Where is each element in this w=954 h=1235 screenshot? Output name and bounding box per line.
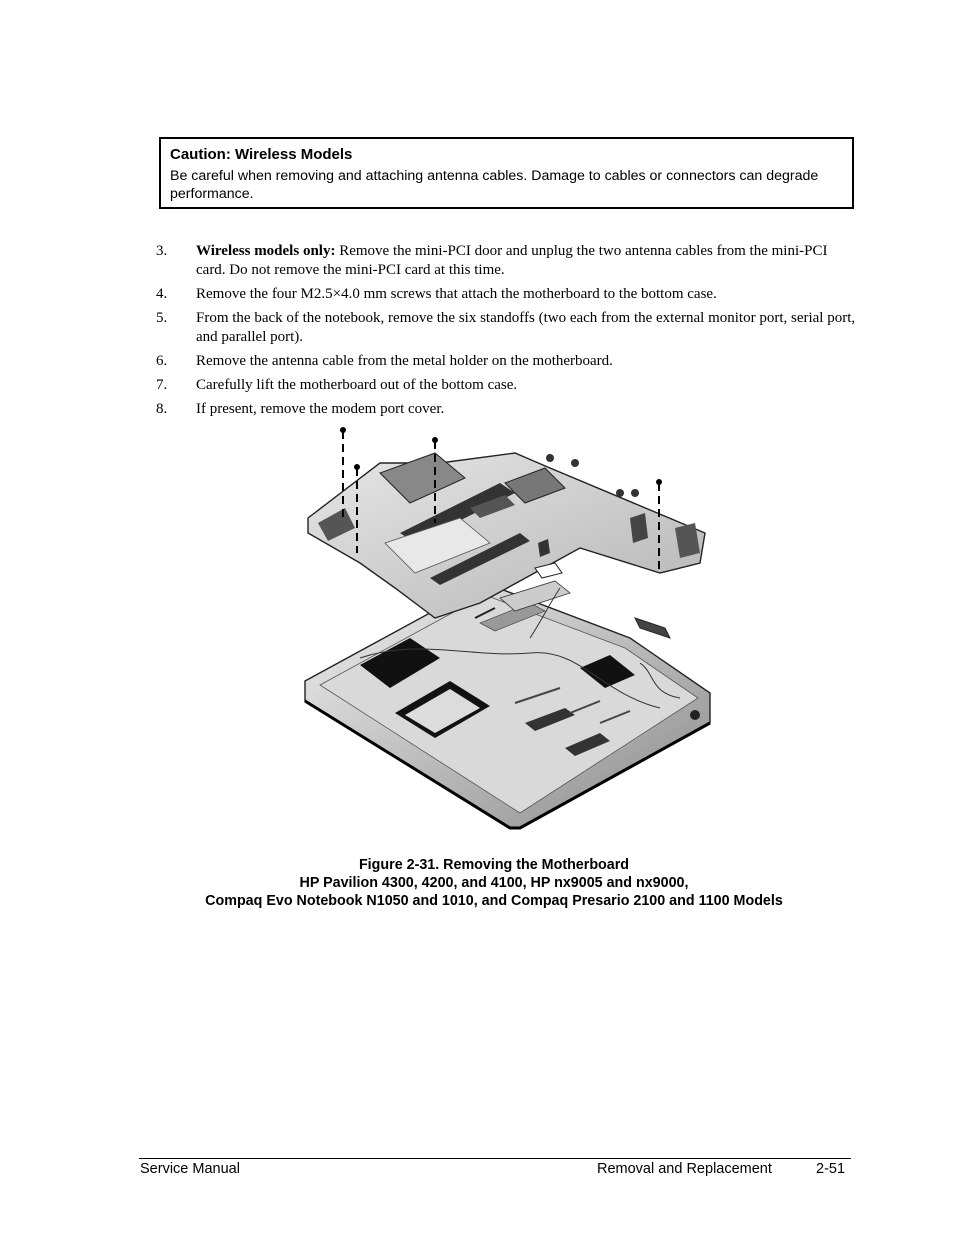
list-item <box>156 242 856 280</box>
step-lead: Wireless models only: <box>196 243 336 259</box>
figure-caption <box>140 856 848 910</box>
footer-left: Service Manual <box>140 1161 240 1177</box>
step-text: Remove the antenna cable from the metal holder on the motherboard. <box>196 353 613 369</box>
step-text: From the back of the notebook, remove the six standoffs (two each from the external monitor port, serial port, and parallel port). <box>196 310 856 345</box>
step-text: If present, remove the modem port cover. <box>196 401 445 417</box>
caption-line: Figure 2-31. Removing the Motherboard <box>358 857 630 873</box>
page-number: 2-51 <box>816 1161 846 1177</box>
step-text: Remove the four M2.5×4.0 mm screws that attach the motherboard to the bottom case. <box>196 286 717 302</box>
footer-divider <box>139 1158 851 1159</box>
step-number: 4. <box>156 286 168 302</box>
procedure-steps <box>156 242 856 424</box>
caution-body: Be careful when removing and attaching antenna cables. Damage to cables or connectors can degrade performance. <box>170 168 819 202</box>
caption-line: Compaq Evo Notebook N1050 and 1010, and Compaq Presario 2100 and 1100 Models <box>205 893 783 909</box>
list-item <box>156 352 856 371</box>
step-text: Carefully lift the motherboard out of the bottom case. <box>196 377 518 393</box>
list-item <box>156 285 856 304</box>
footer-section: Removal and Replacement <box>597 1161 772 1177</box>
caption-line: HP Pavilion 4300, 4200, and 4100, HP nx9005 and nx9000, <box>299 875 689 891</box>
bottom-case <box>305 581 710 828</box>
caution-box <box>159 137 854 209</box>
step-number: 7. <box>156 377 168 393</box>
caution-title: Caution: Wireless Models <box>170 146 353 163</box>
list-item <box>156 309 856 347</box>
step-number: 5. <box>156 310 168 326</box>
step-number: 6. <box>156 353 168 369</box>
step-text: Remove the mini-PCI door and unplug the two antenna cables from the mini-PCI card. Do not remove the mini-PCI card at this time. <box>196 243 828 278</box>
step-number: 3. <box>156 243 168 259</box>
step-number: 8. <box>156 401 168 417</box>
motherboard-removal-illustration <box>300 423 715 833</box>
list-item <box>156 376 856 395</box>
list-item <box>156 400 856 419</box>
